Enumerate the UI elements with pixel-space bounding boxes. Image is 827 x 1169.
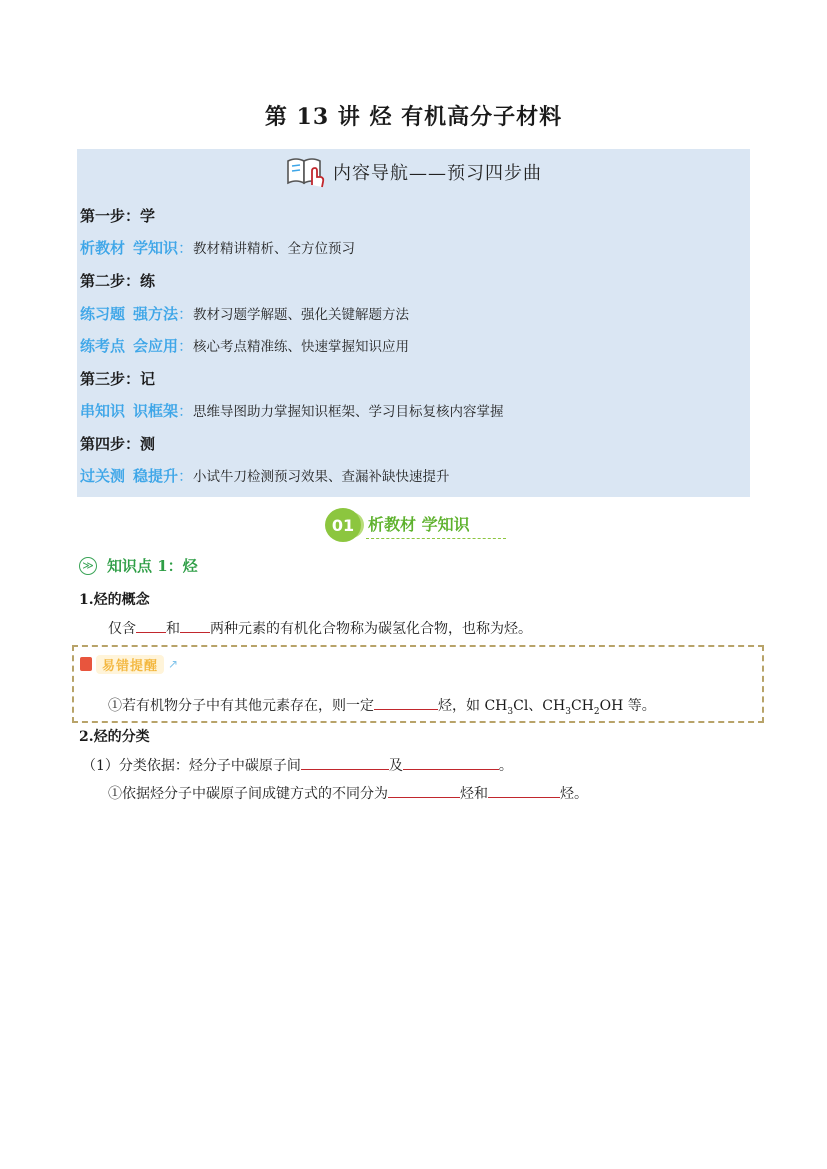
blank-field[interactable]	[388, 783, 460, 798]
section-title: 析教材 学知识	[368, 515, 470, 534]
blank-field[interactable]	[374, 695, 438, 710]
nav-header-text: 内容导航——预习四步曲	[333, 163, 542, 184]
nav-item-exercise: 练习题 强方法 ： 教材习题学解题、强化关键解题方法	[80, 305, 410, 323]
nav-item-practice: 练考点 会应用 ： 核心考点精准练、快速掌握知识应用	[80, 337, 410, 355]
classification-basis: （1）分类依据：烃分子中碳原子间 及 。	[82, 755, 513, 775]
book-touch-icon	[285, 155, 327, 189]
tip-box	[72, 645, 764, 723]
nav-step-1: 第一步：学	[80, 207, 156, 225]
concept-line: 仅含 和 两种元素的有机化合物称为碳氢化合物，也称为烃。	[108, 618, 532, 638]
knowledge-point-heading	[79, 555, 198, 576]
page-title: 第 13 讲 烃 有机高分子材料	[264, 104, 563, 130]
nav-step-4: 第四步：测	[80, 435, 156, 453]
knowledge-point-label: 知识点 1：烃	[107, 557, 198, 575]
concept-heading: 1.烃的概念	[79, 592, 150, 608]
nav-item-test: 过关测 稳提升 ： 小试牛刀检测预习效果、查漏补缺快速提升	[80, 467, 450, 485]
sparkle-icon: ↗	[168, 657, 179, 671]
section-underline	[366, 538, 506, 539]
content-navigation-panel	[77, 149, 750, 497]
classification-item-1: ①依据烃分子中碳原子间成键方式的不同分为 烃和 烃。	[108, 783, 588, 803]
pin-icon	[80, 657, 92, 671]
nav-header	[77, 154, 750, 190]
classification-heading: 2.烃的分类	[79, 729, 150, 745]
nav-step-3: 第三步：记	[80, 370, 156, 388]
nav-item-study: 析教材 学知识 ： 教材精讲精析、全方位预习	[80, 239, 356, 257]
tip-tag	[80, 653, 178, 675]
tip-label: 易错提醒	[96, 655, 164, 674]
tip-text: ①若有机物分子中有其他元素存在，则一定 烃，如 $CH_3Cl$、$CH_3CH_2OH$ 等。	[108, 695, 656, 717]
blank-field[interactable]	[180, 618, 210, 633]
blank-field[interactable]	[403, 755, 499, 770]
nav-item-framework: 串知识 识框架 ： 思维导图助力掌握知识框架、学习目标复核内容掌握	[80, 402, 504, 420]
blank-field[interactable]	[301, 755, 389, 770]
blank-field[interactable]	[136, 618, 166, 633]
chevron-right-circle-icon: ≫	[79, 557, 97, 575]
blank-field[interactable]	[488, 783, 560, 798]
nav-step-2: 第二步：练	[80, 272, 156, 290]
section-banner	[322, 506, 512, 546]
section-number-badge: 01	[325, 508, 361, 542]
